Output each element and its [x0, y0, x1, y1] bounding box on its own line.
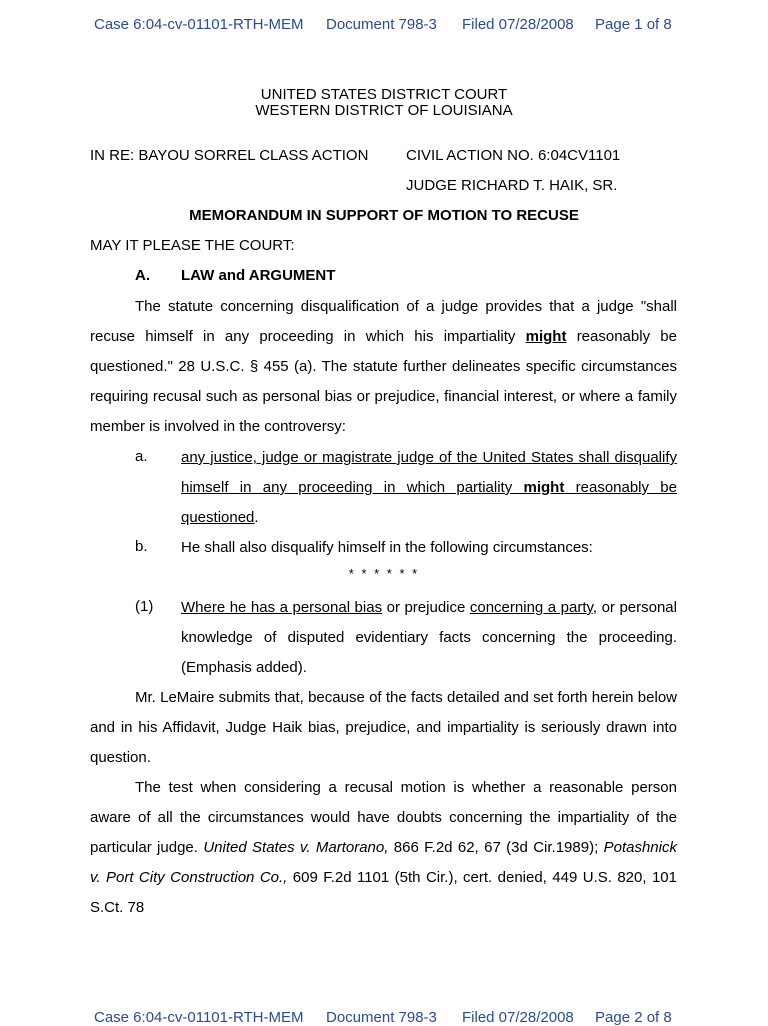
header-filed-date: Filed 07/28/2008 [462, 16, 574, 33]
para3-text-1: The test when considering a recusal motion is whether a reasonable person aware of all the circumstances would have doubts concerning the impartiality of the particular judge. [90, 779, 677, 856]
item-b-body: He shall also disqualify himself in the following circumstances: [181, 539, 593, 556]
section-a-letter: A. [135, 267, 150, 284]
item-a-period: . [254, 509, 259, 526]
item-1-body [181, 593, 677, 683]
footer-page-number: Page 2 of 8 [595, 1009, 672, 1026]
caption-judge: JUDGE RICHARD T. HAIK, SR. [406, 177, 618, 194]
footer-case-number: Case 6:04-cv-01101-RTH-MEM [94, 1009, 304, 1026]
item-a-text-1: any justice, judge or magistrate judge of the United States shall disqualify himself in any proceeding in which partiality [181, 449, 677, 496]
paragraph-lemaire: Mr. LeMaire submits that, because of the facts detailed and set forth herein below and in his Affidavit, Judge Haik bias, prejudice, and impartiality is seriously drawn into question. [90, 689, 677, 766]
next-page-header [94, 1009, 672, 1026]
footer-document-number: Document 798-3 [326, 1009, 437, 1026]
item-1-personal-bias: Where he has a personal bias [181, 599, 383, 616]
citation-potashnick: Potashnick v. Port City Construction Co., [90, 839, 677, 886]
salutation: MAY IT PLEASE THE COURT: [90, 237, 295, 254]
item-a-might-emphasis: might [523, 479, 565, 496]
para1-text-1: The statute concerning disqualification of a judge provides that a judge "shall recuse himself in any proceeding in which his impartiality [90, 298, 677, 345]
omission-asterisks: * * * * * * [348, 566, 420, 581]
paragraph-statute [90, 292, 677, 442]
header-document-number: Document 798-3 [326, 16, 437, 33]
citation-martorano: United States v. Martorano, [203, 839, 389, 856]
item-1-text-1: or prejudice [382, 599, 470, 616]
caption-civil-action: CIVIL ACTION NO. 6:04CV1101 [406, 147, 621, 164]
section-a-heading: LAW and ARGUMENT [181, 267, 336, 284]
court-line-2: WESTERN DISTRICT OF LOUISIANA [255, 102, 513, 119]
footer-filed-date: Filed 07/28/2008 [462, 1009, 574, 1026]
item-1-label: (1) [135, 598, 154, 615]
document-title: MEMORANDUM IN SUPPORT OF MOTION TO RECUSE [189, 207, 579, 224]
court-line-1: UNITED STATES DISTRICT COURT [260, 86, 508, 103]
item-a-body [181, 443, 677, 533]
paragraph-test [90, 773, 677, 923]
item-1-text-2: , or personal knowledge of disputed evidentiary facts concerning the proceeding. (Emphasis added). [181, 599, 677, 676]
caption-in-re: IN RE: BAYOU SORREL CLASS ACTION [90, 147, 369, 164]
item-1-concerning-party: concerning a party [469, 599, 593, 616]
page-header [94, 16, 672, 33]
header-page-number: Page 1 of 8 [595, 16, 672, 33]
header-case-number: Case 6:04-cv-01101-RTH-MEM [94, 16, 304, 33]
para3-text-2: 866 F.2d 62, 67 (3d Cir.1989); [388, 839, 604, 856]
item-b-label: b. [135, 538, 148, 555]
court-name [0, 87, 768, 119]
item-a-label: a. [135, 448, 148, 465]
para3-text-3: 609 F.2d 1101 (5th Cir.), cert. denied, 449 U.S. 820, 101 S.Ct. 78 [90, 869, 677, 916]
item-a-text-2: reasonably be questioned [181, 479, 677, 526]
para1-text-2: reasonably be questioned." 28 U.S.C. § 455 (a). The statute further delineates specific circumstances requiring recusal such as personal bias or prejudice, financial interest, or where a family member is involved in the controversy: [90, 328, 677, 435]
para1-might-emphasis: might [525, 328, 567, 345]
